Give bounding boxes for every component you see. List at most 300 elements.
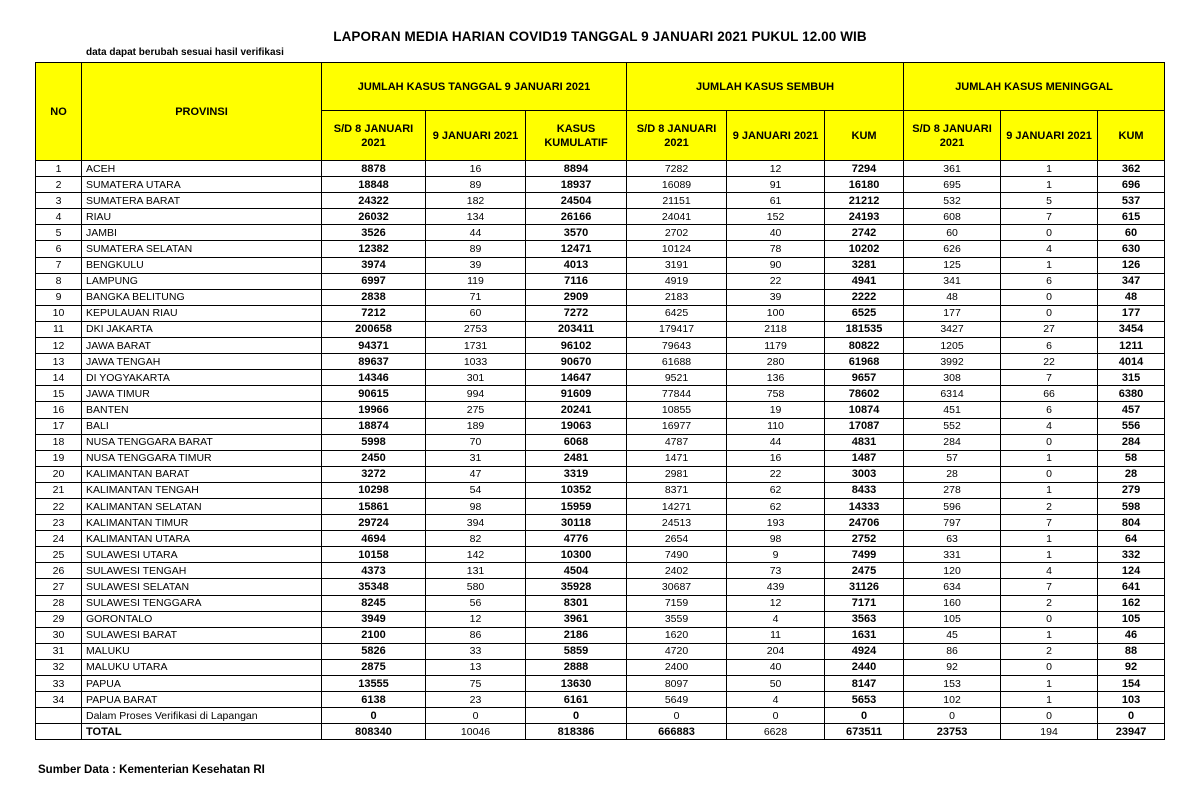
row-no: 22	[36, 498, 82, 514]
row-sembuh-sd: 2702	[627, 225, 727, 241]
row-meninggal-kum: 103	[1098, 692, 1165, 708]
row-sembuh-today: 1179	[727, 338, 825, 354]
row-kasus-sd: 2450	[322, 450, 426, 466]
row-meninggal-sd: 45	[904, 627, 1001, 643]
row-meninggal-today: 0	[1001, 434, 1098, 450]
row-meninggal-sd: 60	[904, 225, 1001, 241]
row-kasus-kum: 3319	[526, 466, 627, 482]
row-sembuh-sd: 7159	[627, 595, 727, 611]
table-row	[36, 643, 1165, 659]
row-no: 3	[36, 193, 82, 209]
row-provinsi: Dalam Proses Verifikasi di Lapangan	[82, 708, 322, 724]
row-meninggal-kum: 630	[1098, 241, 1165, 257]
row-kasus-kum: 18937	[526, 177, 627, 193]
row-kasus-sd: 3526	[322, 225, 426, 241]
row-meninggal-today: 4	[1001, 563, 1098, 579]
row-kasus-kum: 5859	[526, 643, 627, 659]
row-sembuh-kum: 7499	[825, 547, 904, 563]
row-sembuh-sd: 3559	[627, 611, 727, 627]
row-meninggal-sd: 596	[904, 498, 1001, 514]
row-meninggal-kum: 124	[1098, 563, 1165, 579]
row-meninggal-today: 0	[1001, 289, 1098, 305]
row-sembuh-today: 136	[727, 370, 825, 386]
row-meninggal-today: 7	[1001, 209, 1098, 225]
row-sembuh-kum: 7294	[825, 161, 904, 177]
row-no: 21	[36, 482, 82, 498]
row-provinsi: BANGKA BELITUNG	[82, 289, 322, 305]
row-kasus-today: 1033	[426, 354, 526, 370]
row-meninggal-sd: 608	[904, 209, 1001, 225]
row-meninggal-sd: 177	[904, 305, 1001, 321]
row-kasus-today: 142	[426, 547, 526, 563]
row-kasus-kum: 3570	[526, 225, 627, 241]
row-kasus-today: 189	[426, 418, 526, 434]
row-meninggal-kum: 641	[1098, 579, 1165, 595]
row-kasus-today: 2753	[426, 321, 526, 337]
row-kasus-sd: 18848	[322, 177, 426, 193]
header-group-meninggal: JUMLAH KASUS MENINGGAL	[904, 63, 1165, 111]
row-provinsi: GORONTALO	[82, 611, 322, 627]
table-row	[36, 547, 1165, 563]
row-kasus-kum: 4504	[526, 563, 627, 579]
row-meninggal-today: 1	[1001, 692, 1098, 708]
row-sembuh-kum: 21212	[825, 193, 904, 209]
row-meninggal-kum: 615	[1098, 209, 1165, 225]
table-row	[36, 579, 1165, 595]
row-meninggal-kum: 48	[1098, 289, 1165, 305]
row-kasus-kum: 91609	[526, 386, 627, 402]
row-kasus-kum: 2909	[526, 289, 627, 305]
row-no: 26	[36, 563, 82, 579]
row-provinsi: BALI	[82, 418, 322, 434]
table-row	[36, 370, 1165, 386]
row-kasus-sd: 35348	[322, 579, 426, 595]
row-kasus-today: 275	[426, 402, 526, 418]
row-kasus-kum: 26166	[526, 209, 627, 225]
row-meninggal-today: 1	[1001, 482, 1098, 498]
row-kasus-today: 89	[426, 241, 526, 257]
row-meninggal-kum: 3454	[1098, 321, 1165, 337]
row-kasus-kum: 20241	[526, 402, 627, 418]
row-sembuh-kum: 1487	[825, 450, 904, 466]
row-provinsi: MALUKU UTARA	[82, 659, 322, 675]
row-no	[36, 708, 82, 724]
row-sembuh-today: 204	[727, 643, 825, 659]
row-sembuh-sd: 4919	[627, 273, 727, 289]
row-sembuh-sd: 16089	[627, 177, 727, 193]
row-meninggal-kum: 105	[1098, 611, 1165, 627]
row-kasus-sd: 6997	[322, 273, 426, 289]
row-provinsi: JAMBI	[82, 225, 322, 241]
row-sembuh-today: 280	[727, 354, 825, 370]
row-meninggal-kum: 0	[1098, 708, 1165, 724]
table-row	[36, 305, 1165, 321]
row-kasus-today: 394	[426, 515, 526, 531]
row-sembuh-today: 152	[727, 209, 825, 225]
row-kasus-today: 44	[426, 225, 526, 241]
row-sembuh-kum: 7171	[825, 595, 904, 611]
row-provinsi: KALIMANTAN BARAT	[82, 466, 322, 482]
row-meninggal-sd: 532	[904, 193, 1001, 209]
row-no: 16	[36, 402, 82, 418]
table-row	[36, 595, 1165, 611]
row-meninggal-kum: 6380	[1098, 386, 1165, 402]
row-sembuh-sd: 2402	[627, 563, 727, 579]
row-kasus-sd: 3949	[322, 611, 426, 627]
table-row	[36, 257, 1165, 273]
row-no: 34	[36, 692, 82, 708]
row-sembuh-kum: 8433	[825, 482, 904, 498]
row-meninggal-sd: 102	[904, 692, 1001, 708]
row-no: 15	[36, 386, 82, 402]
row-kasus-kum: 6161	[526, 692, 627, 708]
row-provinsi: KALIMANTAN TENGAH	[82, 482, 322, 498]
row-sembuh-sd: 3191	[627, 257, 727, 273]
row-meninggal-today: 66	[1001, 386, 1098, 402]
row-no: 5	[36, 225, 82, 241]
row-kasus-today: 39	[426, 257, 526, 273]
row-meninggal-sd: 626	[904, 241, 1001, 257]
row-meninggal-kum: 347	[1098, 273, 1165, 289]
row-sembuh-sd: 179417	[627, 321, 727, 337]
header-sembuh-sd: S/D 8 JANUARI 2021	[627, 111, 727, 161]
row-meninggal-kum: 58	[1098, 450, 1165, 466]
row-kasus-today: 182	[426, 193, 526, 209]
row-meninggal-today: 6	[1001, 402, 1098, 418]
row-sembuh-today: 2118	[727, 321, 825, 337]
row-sembuh-sd: 2654	[627, 531, 727, 547]
table-row	[36, 515, 1165, 531]
row-kasus-kum: 4013	[526, 257, 627, 273]
table-row	[36, 209, 1165, 225]
header-meninggal-kum: KUM	[1098, 111, 1165, 161]
row-sembuh-today: 110	[727, 418, 825, 434]
table-row	[36, 708, 1165, 724]
row-kasus-kum: 7116	[526, 273, 627, 289]
row-sembuh-today: 62	[727, 498, 825, 514]
row-sembuh-sd: 0	[627, 708, 727, 724]
row-no: 27	[36, 579, 82, 595]
row-sembuh-sd: 4720	[627, 643, 727, 659]
row-meninggal-today: 1	[1001, 450, 1098, 466]
row-kasus-today: 119	[426, 273, 526, 289]
row-meninggal-kum: 92	[1098, 659, 1165, 675]
row-meninggal-sd: 125	[904, 257, 1001, 273]
row-kasus-kum: 30118	[526, 515, 627, 531]
row-sembuh-today: 100	[727, 305, 825, 321]
row-sembuh-today: 90	[727, 257, 825, 273]
row-no: 32	[36, 659, 82, 675]
row-sembuh-sd: 9521	[627, 370, 727, 386]
row-kasus-kum: 14647	[526, 370, 627, 386]
row-kasus-today: 71	[426, 289, 526, 305]
row-kasus-today: 47	[426, 466, 526, 482]
row-kasus-sd: 89637	[322, 354, 426, 370]
row-no: 7	[36, 257, 82, 273]
row-no: 2	[36, 177, 82, 193]
row-meninggal-today: 1	[1001, 531, 1098, 547]
row-sembuh-sd: 8097	[627, 676, 727, 692]
row-kasus-kum: 2481	[526, 450, 627, 466]
total-kasus-kum: 818386	[526, 724, 627, 740]
row-meninggal-kum: 315	[1098, 370, 1165, 386]
row-meninggal-today: 2	[1001, 643, 1098, 659]
row-sembuh-kum: 80822	[825, 338, 904, 354]
row-sembuh-sd: 2183	[627, 289, 727, 305]
row-no: 23	[36, 515, 82, 531]
row-kasus-sd: 13555	[322, 676, 426, 692]
row-sembuh-today: 61	[727, 193, 825, 209]
row-meninggal-sd: 552	[904, 418, 1001, 434]
row-meninggal-sd: 28	[904, 466, 1001, 482]
row-provinsi: SUMATERA SELATAN	[82, 241, 322, 257]
row-kasus-today: 134	[426, 209, 526, 225]
row-provinsi: KALIMANTAN SELATAN	[82, 498, 322, 514]
row-meninggal-today: 6	[1001, 273, 1098, 289]
row-sembuh-kum: 6525	[825, 305, 904, 321]
row-meninggal-today: 1	[1001, 547, 1098, 563]
row-meninggal-sd: 284	[904, 434, 1001, 450]
row-meninggal-kum: 279	[1098, 482, 1165, 498]
table-row	[36, 450, 1165, 466]
row-sembuh-sd: 5649	[627, 692, 727, 708]
row-kasus-today: 131	[426, 563, 526, 579]
row-sembuh-kum: 61968	[825, 354, 904, 370]
row-provinsi: NUSA TENGGARA TIMUR	[82, 450, 322, 466]
row-no: 8	[36, 273, 82, 289]
row-provinsi: SUMATERA UTARA	[82, 177, 322, 193]
row-sembuh-sd: 24041	[627, 209, 727, 225]
row-meninggal-today: 1	[1001, 676, 1098, 692]
row-sembuh-kum: 181535	[825, 321, 904, 337]
row-meninggal-sd: 361	[904, 161, 1001, 177]
source-note: Sumber Data : Kementerian Kesehatan RI	[38, 764, 265, 776]
row-sembuh-sd: 10855	[627, 402, 727, 418]
row-kasus-sd: 10158	[322, 547, 426, 563]
row-meninggal-kum: 60	[1098, 225, 1165, 241]
row-kasus-sd: 4373	[322, 563, 426, 579]
row-meninggal-kum: 177	[1098, 305, 1165, 321]
row-meninggal-today: 7	[1001, 370, 1098, 386]
table-total	[36, 724, 1165, 740]
row-kasus-sd: 7212	[322, 305, 426, 321]
row-no: 24	[36, 531, 82, 547]
total-row	[36, 724, 1165, 740]
row-meninggal-sd: 63	[904, 531, 1001, 547]
row-kasus-today: 0	[426, 708, 526, 724]
row-meninggal-kum: 154	[1098, 676, 1165, 692]
row-provinsi: LAMPUNG	[82, 273, 322, 289]
row-sembuh-sd: 10124	[627, 241, 727, 257]
row-sembuh-kum: 2752	[825, 531, 904, 547]
row-kasus-kum: 4776	[526, 531, 627, 547]
row-kasus-today: 54	[426, 482, 526, 498]
row-sembuh-kum: 1631	[825, 627, 904, 643]
row-provinsi: BANTEN	[82, 402, 322, 418]
row-sembuh-today: 78	[727, 241, 825, 257]
row-no: 9	[36, 289, 82, 305]
row-meninggal-kum: 556	[1098, 418, 1165, 434]
total-label: TOTAL	[82, 724, 322, 740]
row-kasus-kum: 203411	[526, 321, 627, 337]
row-sembuh-today: 19	[727, 402, 825, 418]
header-sembuh-today: 9 JANUARI 2021	[727, 111, 825, 161]
row-no: 31	[36, 643, 82, 659]
row-provinsi: DI YOGYAKARTA	[82, 370, 322, 386]
row-kasus-today: 16	[426, 161, 526, 177]
row-provinsi: JAWA TIMUR	[82, 386, 322, 402]
row-sembuh-kum: 9657	[825, 370, 904, 386]
row-sembuh-sd: 1471	[627, 450, 727, 466]
row-kasus-sd: 94371	[322, 338, 426, 354]
row-meninggal-sd: 695	[904, 177, 1001, 193]
row-kasus-sd: 4694	[322, 531, 426, 547]
row-meninggal-today: 2	[1001, 498, 1098, 514]
row-kasus-sd: 3272	[322, 466, 426, 482]
row-kasus-today: 301	[426, 370, 526, 386]
row-kasus-kum: 10300	[526, 547, 627, 563]
row-provinsi: SULAWESI TENGGARA	[82, 595, 322, 611]
row-kasus-today: 13	[426, 659, 526, 675]
row-provinsi: SULAWESI BARAT	[82, 627, 322, 643]
row-kasus-kum: 0	[526, 708, 627, 724]
row-meninggal-sd: 3427	[904, 321, 1001, 337]
header-kasus-today: 9 JANUARI 2021	[426, 111, 526, 161]
row-sembuh-today: 44	[727, 434, 825, 450]
total-meninggal-kum: 23947	[1098, 724, 1165, 740]
row-no: 18	[36, 434, 82, 450]
row-sembuh-kum: 8147	[825, 676, 904, 692]
row-meninggal-today: 7	[1001, 579, 1098, 595]
row-meninggal-sd: 160	[904, 595, 1001, 611]
row-kasus-sd: 19966	[322, 402, 426, 418]
row-sembuh-kum: 3563	[825, 611, 904, 627]
table-row	[36, 193, 1165, 209]
row-kasus-sd: 24322	[322, 193, 426, 209]
table-row	[36, 289, 1165, 305]
row-sembuh-today: 4	[727, 611, 825, 627]
table-body	[36, 161, 1165, 724]
total-sembuh-kum: 673511	[825, 724, 904, 740]
table-row	[36, 659, 1165, 675]
row-sembuh-today: 50	[727, 676, 825, 692]
row-sembuh-sd: 1620	[627, 627, 727, 643]
row-sembuh-sd: 7490	[627, 547, 727, 563]
total-kasus-today: 10046	[426, 724, 526, 740]
row-provinsi: JAWA BARAT	[82, 338, 322, 354]
row-kasus-sd: 12382	[322, 241, 426, 257]
row-kasus-sd: 14346	[322, 370, 426, 386]
row-kasus-sd: 26032	[322, 209, 426, 225]
row-kasus-today: 31	[426, 450, 526, 466]
row-meninggal-kum: 126	[1098, 257, 1165, 273]
row-sembuh-kum: 2222	[825, 289, 904, 305]
row-kasus-today: 23	[426, 692, 526, 708]
row-sembuh-today: 40	[727, 659, 825, 675]
row-provinsi: MALUKU	[82, 643, 322, 659]
row-no: 25	[36, 547, 82, 563]
row-no: 17	[36, 418, 82, 434]
row-provinsi: SULAWESI TENGAH	[82, 563, 322, 579]
row-meninggal-today: 6	[1001, 338, 1098, 354]
row-sembuh-today: 62	[727, 482, 825, 498]
row-kasus-today: 98	[426, 498, 526, 514]
row-no: 19	[36, 450, 82, 466]
total-sembuh-today: 6628	[727, 724, 825, 740]
row-sembuh-kum: 31126	[825, 579, 904, 595]
row-sembuh-kum: 3281	[825, 257, 904, 273]
row-meninggal-sd: 57	[904, 450, 1001, 466]
table-row	[36, 402, 1165, 418]
row-meninggal-today: 0	[1001, 305, 1098, 321]
row-kasus-today: 12	[426, 611, 526, 627]
table-row	[36, 161, 1165, 177]
row-kasus-kum: 2186	[526, 627, 627, 643]
row-sembuh-sd: 77844	[627, 386, 727, 402]
row-meninggal-sd: 86	[904, 643, 1001, 659]
row-kasus-sd: 2838	[322, 289, 426, 305]
row-meninggal-today: 4	[1001, 418, 1098, 434]
row-meninggal-sd: 451	[904, 402, 1001, 418]
row-sembuh-kum: 78602	[825, 386, 904, 402]
row-kasus-sd: 200658	[322, 321, 426, 337]
row-meninggal-kum: 162	[1098, 595, 1165, 611]
row-meninggal-kum: 64	[1098, 531, 1165, 547]
row-meninggal-today: 4	[1001, 241, 1098, 257]
row-kasus-kum: 10352	[526, 482, 627, 498]
row-no: 20	[36, 466, 82, 482]
table-row	[36, 434, 1165, 450]
total-kasus-sd: 808340	[322, 724, 426, 740]
row-meninggal-sd: 92	[904, 659, 1001, 675]
row-provinsi: RIAU	[82, 209, 322, 225]
row-no: 29	[36, 611, 82, 627]
table-row	[36, 563, 1165, 579]
row-meninggal-today: 0	[1001, 225, 1098, 241]
row-kasus-kum: 90670	[526, 354, 627, 370]
table-row	[36, 498, 1165, 514]
row-meninggal-kum: 28	[1098, 466, 1165, 482]
row-sembuh-sd: 4787	[627, 434, 727, 450]
row-meninggal-kum: 46	[1098, 627, 1165, 643]
row-kasus-sd: 8878	[322, 161, 426, 177]
header-no: NO	[36, 63, 82, 161]
row-no: 6	[36, 241, 82, 257]
row-sembuh-kum: 2440	[825, 659, 904, 675]
row-no: 12	[36, 338, 82, 354]
row-meninggal-kum: 696	[1098, 177, 1165, 193]
table-row	[36, 692, 1165, 708]
row-sembuh-sd: 30687	[627, 579, 727, 595]
row-kasus-sd: 3974	[322, 257, 426, 273]
row-sembuh-kum: 5653	[825, 692, 904, 708]
row-meninggal-today: 1	[1001, 257, 1098, 273]
row-kasus-kum: 19063	[526, 418, 627, 434]
row-kasus-sd: 29724	[322, 515, 426, 531]
row-sembuh-today: 439	[727, 579, 825, 595]
total-meninggal-today: 194	[1001, 724, 1098, 740]
table-row	[36, 225, 1165, 241]
row-provinsi: KALIMANTAN TIMUR	[82, 515, 322, 531]
row-no: 30	[36, 627, 82, 643]
row-sembuh-today: 22	[727, 466, 825, 482]
row-no: 1	[36, 161, 82, 177]
header-group-kasus: JUMLAH KASUS TANGGAL 9 JANUARI 2021	[322, 63, 627, 111]
row-meninggal-today: 22	[1001, 354, 1098, 370]
row-meninggal-today: 27	[1001, 321, 1098, 337]
total-no	[36, 724, 82, 740]
row-sembuh-today: 193	[727, 515, 825, 531]
